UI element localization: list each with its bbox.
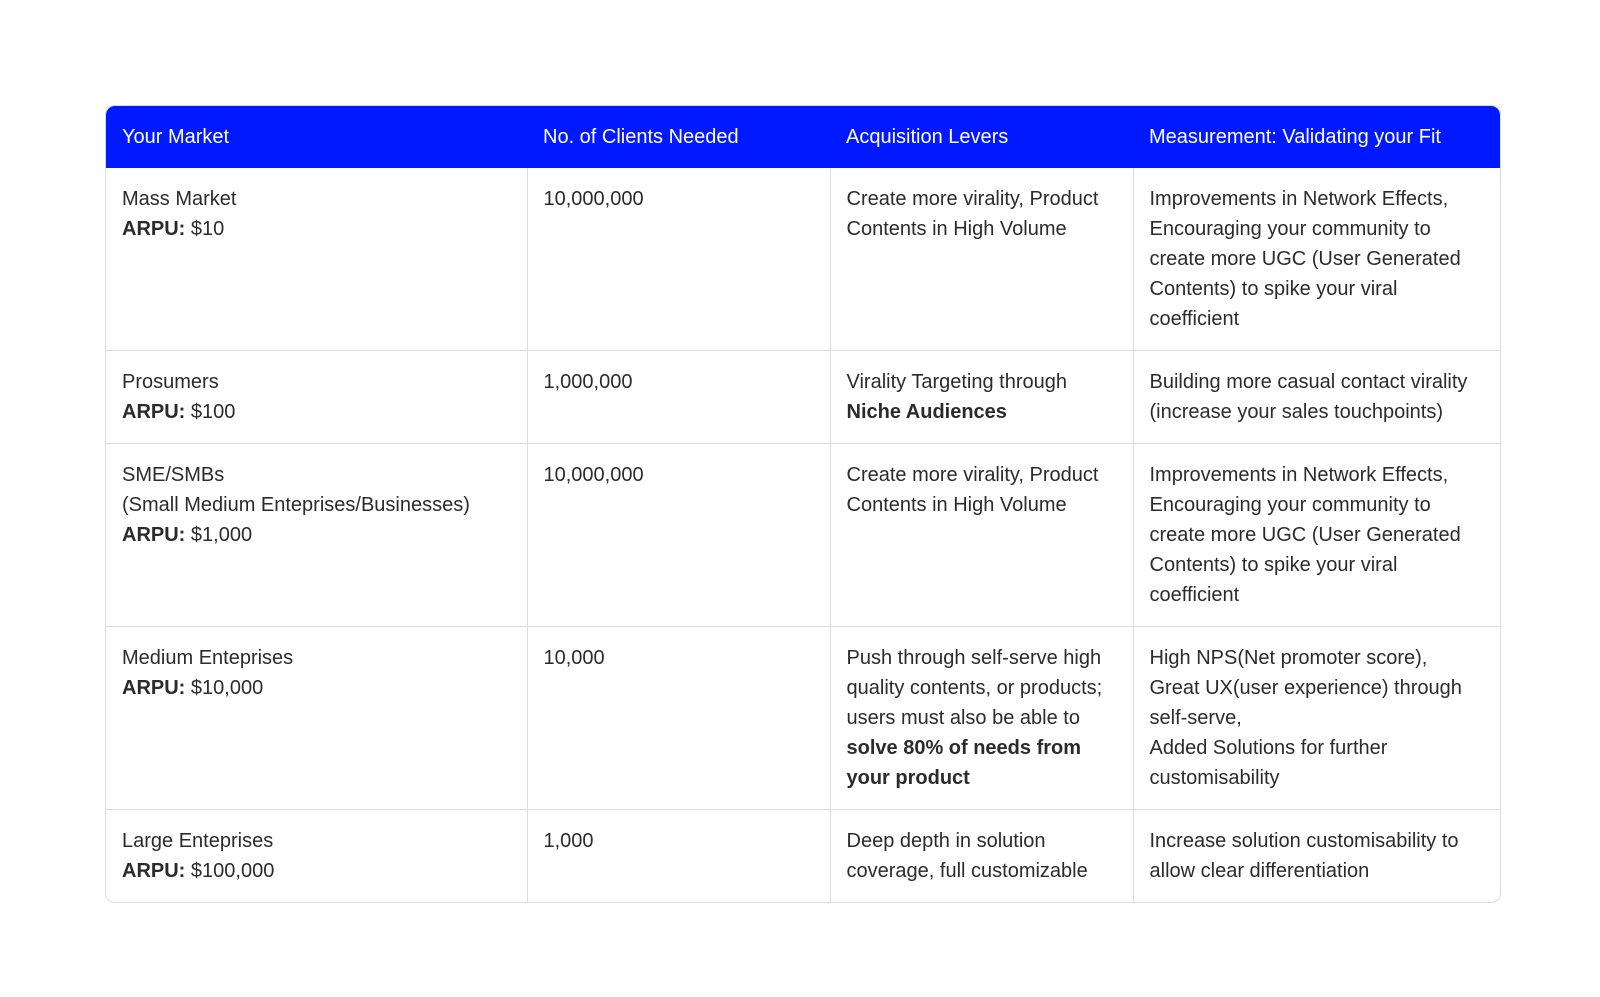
header-your-market: Your Market: [106, 106, 527, 168]
arpu-value: $100,000: [185, 860, 275, 882]
levers-text: Push through self-serve high quality contents, or products; users must also be able to: [846, 647, 1103, 729]
levers-cell: [830, 627, 1133, 810]
market-subtitle: (Small Medium Enteprises/Businesses): [122, 494, 470, 516]
measurement-text: Great UX(user experience) through self-serve,: [1149, 677, 1462, 729]
table-header-row: [106, 106, 1501, 168]
arpu-value: $100: [185, 401, 236, 423]
levers-cell: [830, 168, 1133, 351]
arpu-label: ARPU:: [122, 860, 186, 882]
measurement-text: Building more casual contact virality (increase your sales touchpoints): [1149, 371, 1468, 423]
arpu-label: ARPU:: [122, 401, 186, 423]
measurement-text: Increase solution customisability to allow clear differentiation: [1149, 830, 1459, 882]
arpu-line: [122, 673, 511, 703]
measurement-text: High NPS(Net promoter score),: [1149, 647, 1428, 669]
market-table-container: [105, 105, 1501, 903]
market-name: Prosumers: [122, 371, 219, 393]
table-row: [106, 810, 1501, 903]
market-cell: [106, 168, 527, 351]
clients-cell: 10,000: [527, 627, 830, 810]
measurement-text: Improvements in Network Effects, Encouraging your community to create more UGC (User Generated Contents) to spike your viral coefficient: [1149, 464, 1461, 606]
header-acquisition-levers: Acquisition Levers: [830, 106, 1133, 168]
market-cell: [106, 627, 527, 810]
table-row: [106, 627, 1501, 810]
levers-text: Create more virality, Product Contents in High Volume: [846, 464, 1099, 516]
arpu-label: ARPU:: [122, 218, 186, 240]
measurement-cell: [1133, 627, 1501, 810]
levers-emphasis: solve 80% of needs from your product: [846, 737, 1082, 789]
header-clients-needed: No. of Clients Needed: [527, 106, 830, 168]
measurement-text: Improvements in Network Effects, Encouraging your community to create more UGC (User Generated Contents) to spike your viral coefficient: [1149, 188, 1461, 330]
market-cell: [106, 351, 527, 444]
market-name: Large Enteprises: [122, 830, 274, 852]
table-row: [106, 351, 1501, 444]
header-measurement: Measurement: Validating your Fit: [1133, 106, 1501, 168]
arpu-line: [122, 397, 511, 427]
measurement-cell: [1133, 444, 1501, 627]
market-table: [106, 106, 1501, 902]
measurement-cell: [1133, 351, 1501, 444]
measurement-cell: [1133, 168, 1501, 351]
clients-cell: 10,000,000: [527, 168, 830, 351]
levers-text: Create more virality, Product Contents in High Volume: [846, 188, 1099, 240]
levers-text: Deep depth in solution coverage, full customizable: [846, 830, 1088, 882]
table-row: [106, 444, 1501, 627]
market-name: Medium Enteprises: [122, 647, 294, 669]
table-row: [106, 168, 1501, 351]
levers-cell: [830, 351, 1133, 444]
levers-cell: [830, 444, 1133, 627]
clients-cell: 1,000,000: [527, 351, 830, 444]
measurement-cell: [1133, 810, 1501, 903]
levers-text: Virality Targeting through: [846, 371, 1068, 393]
arpu-value: $10,000: [185, 677, 264, 699]
arpu-value: $10: [185, 218, 225, 240]
market-cell: [106, 444, 527, 627]
arpu-line: [122, 214, 511, 244]
market-name: SME/SMBs: [122, 464, 225, 486]
levers-cell: [830, 810, 1133, 903]
clients-cell: 10,000,000: [527, 444, 830, 627]
levers-emphasis: Niche Audiences: [846, 401, 1007, 423]
market-name: Mass Market: [122, 188, 237, 210]
clients-cell: 1,000: [527, 810, 830, 903]
arpu-line: [122, 856, 511, 886]
arpu-value: $1,000: [185, 524, 253, 546]
measurement-text: Added Solutions for further customisability: [1149, 737, 1388, 789]
arpu-label: ARPU:: [122, 677, 186, 699]
arpu-label: ARPU:: [122, 524, 186, 546]
market-cell: [106, 810, 527, 903]
arpu-line: [122, 520, 511, 550]
